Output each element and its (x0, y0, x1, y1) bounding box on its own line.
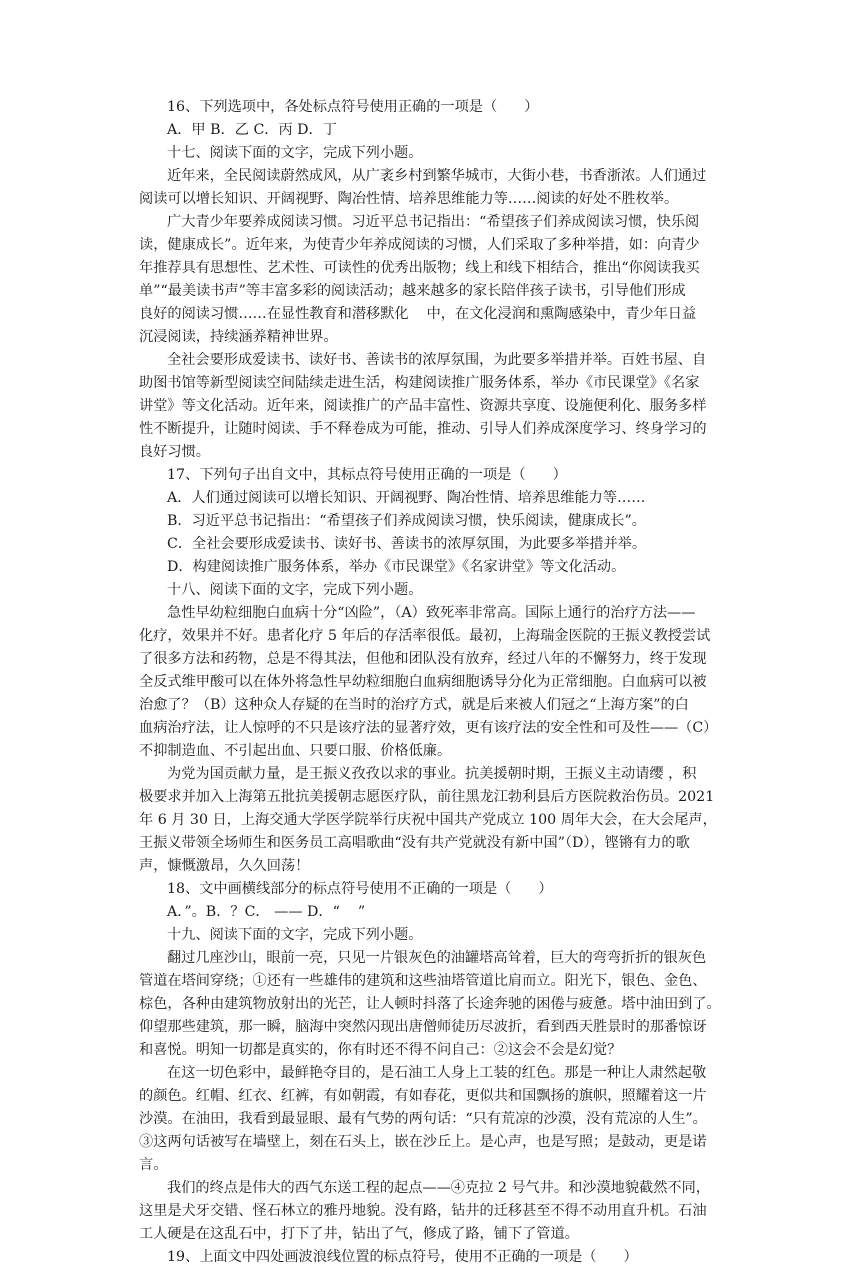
text-line: 十九、阅读下面的文字，完成下列小题。 (167, 927, 423, 943)
text-line: 广大青少年要养成阅读习惯。习近平总书记指出：“希望孩子们养成阅读习惯，快乐阅 (167, 214, 700, 230)
text-line: 沙漠。在油田，我看到最显眼、最有气势的两句话：“只有荒凉的沙漠，没有荒凉的人生”。 (139, 1111, 707, 1127)
text-line: 仰望那些建筑，那一瞬，脑海中突然闪现出唐僧师徒历尽波折，看到西天胜景时的那番惊讶 (139, 1019, 707, 1035)
text-line: 19、上面文中四处画波浪线位置的标点符号，使用不正确的一项是（ ） (167, 1249, 638, 1265)
text-line: 我们的终点是伟大的西气东送工程的起点——④克拉 2 号气井。和沙漠地貌截然不同， (167, 1180, 710, 1196)
text-line: 化疗，效果并不好。患者化疗 5 年后的存活率很低。最初，上海瑞金医院的王振义教授尝试 (139, 628, 711, 644)
text-line: 讲堂》等文化活动。近年来，阅读推广的产品丰富性、资源共享度、设施便利化、服务多样 (139, 398, 707, 414)
text-line: A．”。B．？C． —— D．“ ” (167, 904, 366, 920)
text-line: 翻过几座沙山，眼前一亮，只见一片银灰色的油罐塔高耸着，巨大的弯弯折折的银灰色 (167, 950, 707, 966)
text-line: C．全社会要形成爱读书、读好书、善读书的浓厚氛围，为此要多举措并举。 (167, 536, 647, 552)
text-line: 良好习惯。 (139, 444, 210, 460)
text-line: 良好的阅读习惯……在显性教育和潜移默化 中，在文化浸润和熏陶感染中，青少年日益 (139, 306, 697, 322)
text-line: A．人们通过阅读可以增长知识、开阔视野、陶冶性情、培养思维能力等…… (167, 490, 646, 506)
text-line: 年推荐具有思想性、艺术性、可读性的优秀出版物；线上和线下相结合，推出“你阅读我买 (139, 260, 700, 276)
text-line: 为党为国贡献力量，是王振义孜孜以求的事业。抗美援朝时期，王振义主动请缨 ，积 (167, 766, 697, 782)
text-line: 单”“最美读书声”等丰富多彩的阅读活动；越来越多的家长陪伴孩子读书，引导他们形成 (139, 283, 686, 299)
text-line: 管道在塔间穿绕；①还有一些雄伟的建筑和这些油塔管道比肩而立。阳光下，银色、金色、 (139, 973, 707, 989)
text-line: 王振义带领全场师生和医务员工高唱歌曲“没有共产党就没有新中国”（D），铿锵有力的歌 (139, 835, 690, 851)
text-line: 沉浸阅读，持续涵养精神世界。 (139, 329, 338, 345)
text-line: A．甲 B．乙 C．丙 D．丁 (167, 122, 337, 138)
text-line: 18、文中画横线部分的标点符号使用不正确的一项是（ ） (167, 881, 553, 897)
text-line: 血病治疗法，让人惊呼的不只是该疗法的显著疗效，更有该疗法的安全性和可及性——（C） (139, 720, 718, 736)
text-line: ③这两句话被写在墙壁上，刻在石头上，嵌在沙丘上。是心声，也是写照；是鼓动，更是诺 (139, 1134, 707, 1150)
text-line: D．构建阅读推广服务体系，举办《市民课堂》《名家讲堂》等文化活动。 (167, 559, 626, 575)
text-line: 近年来，全民阅读蔚然成风，从广袤乡村到繁华城市，大街小巷，书香浙浓。人们通过 (167, 168, 707, 184)
text-line: 十八、阅读下面的文字，完成下列小题。 (167, 582, 423, 598)
text-line: 不抑制造血、不引起出血、只要口服、价格低廉。 (139, 743, 452, 759)
text-line: 这里是犬牙交错、怪石林立的雅丹地貌。没有路，钻井的迁移甚至不得不动用直升机。石油 (139, 1203, 707, 1219)
text-line: 和喜悦。明知一切都是真实的，你有时还不得不问自己：②这会不会是幻觉？ (139, 1042, 622, 1058)
text-line: 了很多方法和药物，总是不得其法，但他和团队没有放弃，经过八年的不懈努力，终于发现 (139, 651, 707, 667)
text-line: 全社会要形成爱读书、读好书、善读书的浓厚氛围，为此要多举措并举。百姓书屋、自 (167, 352, 707, 368)
text-line: 工人硬是在这乱石中，打下了井，钻出了气，修成了路，铺下了管道。 (139, 1226, 579, 1242)
text-line: 阅读可以增长知识、开阔视野、陶冶性情、培养思维能力等……阅读的好处不胜枚举。 (139, 191, 679, 207)
text-line: 的颜色。红帽、红衣、红裤，有如朝霞，有如春花，更似共和国飘扬的旗帜，照耀着这一片 (139, 1088, 707, 1104)
text-line: 助图书馆等新型阅读空间陆续走进生活，构建阅读推广服务体系，举办《市民课堂》《名家 (139, 375, 700, 391)
text-line: 棕色，各种由建筑物放射出的光芒，让人顿时抖落了长途奔驰的困倦与疲惫。塔中油田到了。 (139, 996, 721, 1012)
text-line: 在这一切色彩中，最鲜艳夺目的，是石油工人身上工装的红色。那是一种让人肃然起敬 (167, 1065, 707, 1081)
text-line: 十七、阅读下面的文字，完成下列小题。 (167, 145, 423, 161)
text-line: 性不断提升，让随时阅读、手不释卷成为可能，推动、引导人们养成深度学习、终身学习的 (139, 421, 707, 437)
text-line: 16、下列选项中，各处标点符号使用正确的一项是（ ） (167, 99, 539, 115)
text-line: 17、下列句子出自文中，其标点符号使用正确的一项是（ ） (167, 467, 567, 483)
text-line: 读，健康成长”。近年来，为使青少年养成阅读的习惯，人们采取了多种举措，如：向青少 (139, 237, 700, 253)
text-line: 急性早幼粒细胞白血病十分“凶险”，（A）致死率非常高。国际上通行的治疗方法—— (167, 605, 696, 621)
text-line: B．习近平总书记指出：“希望孩子们养成阅读习惯，快乐阅读，健康成长”。 (167, 513, 646, 529)
text-line: 治愈了？（B）这种众人存疑的在当时的治疗方式，就是后来被人们冠之“上海方案”的白 (139, 697, 689, 713)
text-line: 极要求并加入上海第五批抗美援朝志愿医疗队，前往黑龙江勃利县后方医院救治伤员。2021 (139, 789, 715, 805)
text-line: 言。 (139, 1157, 168, 1173)
text-line: 年 6 月 30 日，上海交通大学医学院举行庆祝中国共产党成立 100 周年大会，在大会尾声， (139, 812, 717, 828)
document-page (139, 96, 721, 1269)
text-line: 声，慷慨激昂，久久回荡！ (139, 858, 310, 874)
text-line: 全反式维甲酸可以在体外将急性早幼粒细胞白血病细胞诱导分化为正常细胞。白血病可以被 (139, 674, 707, 690)
